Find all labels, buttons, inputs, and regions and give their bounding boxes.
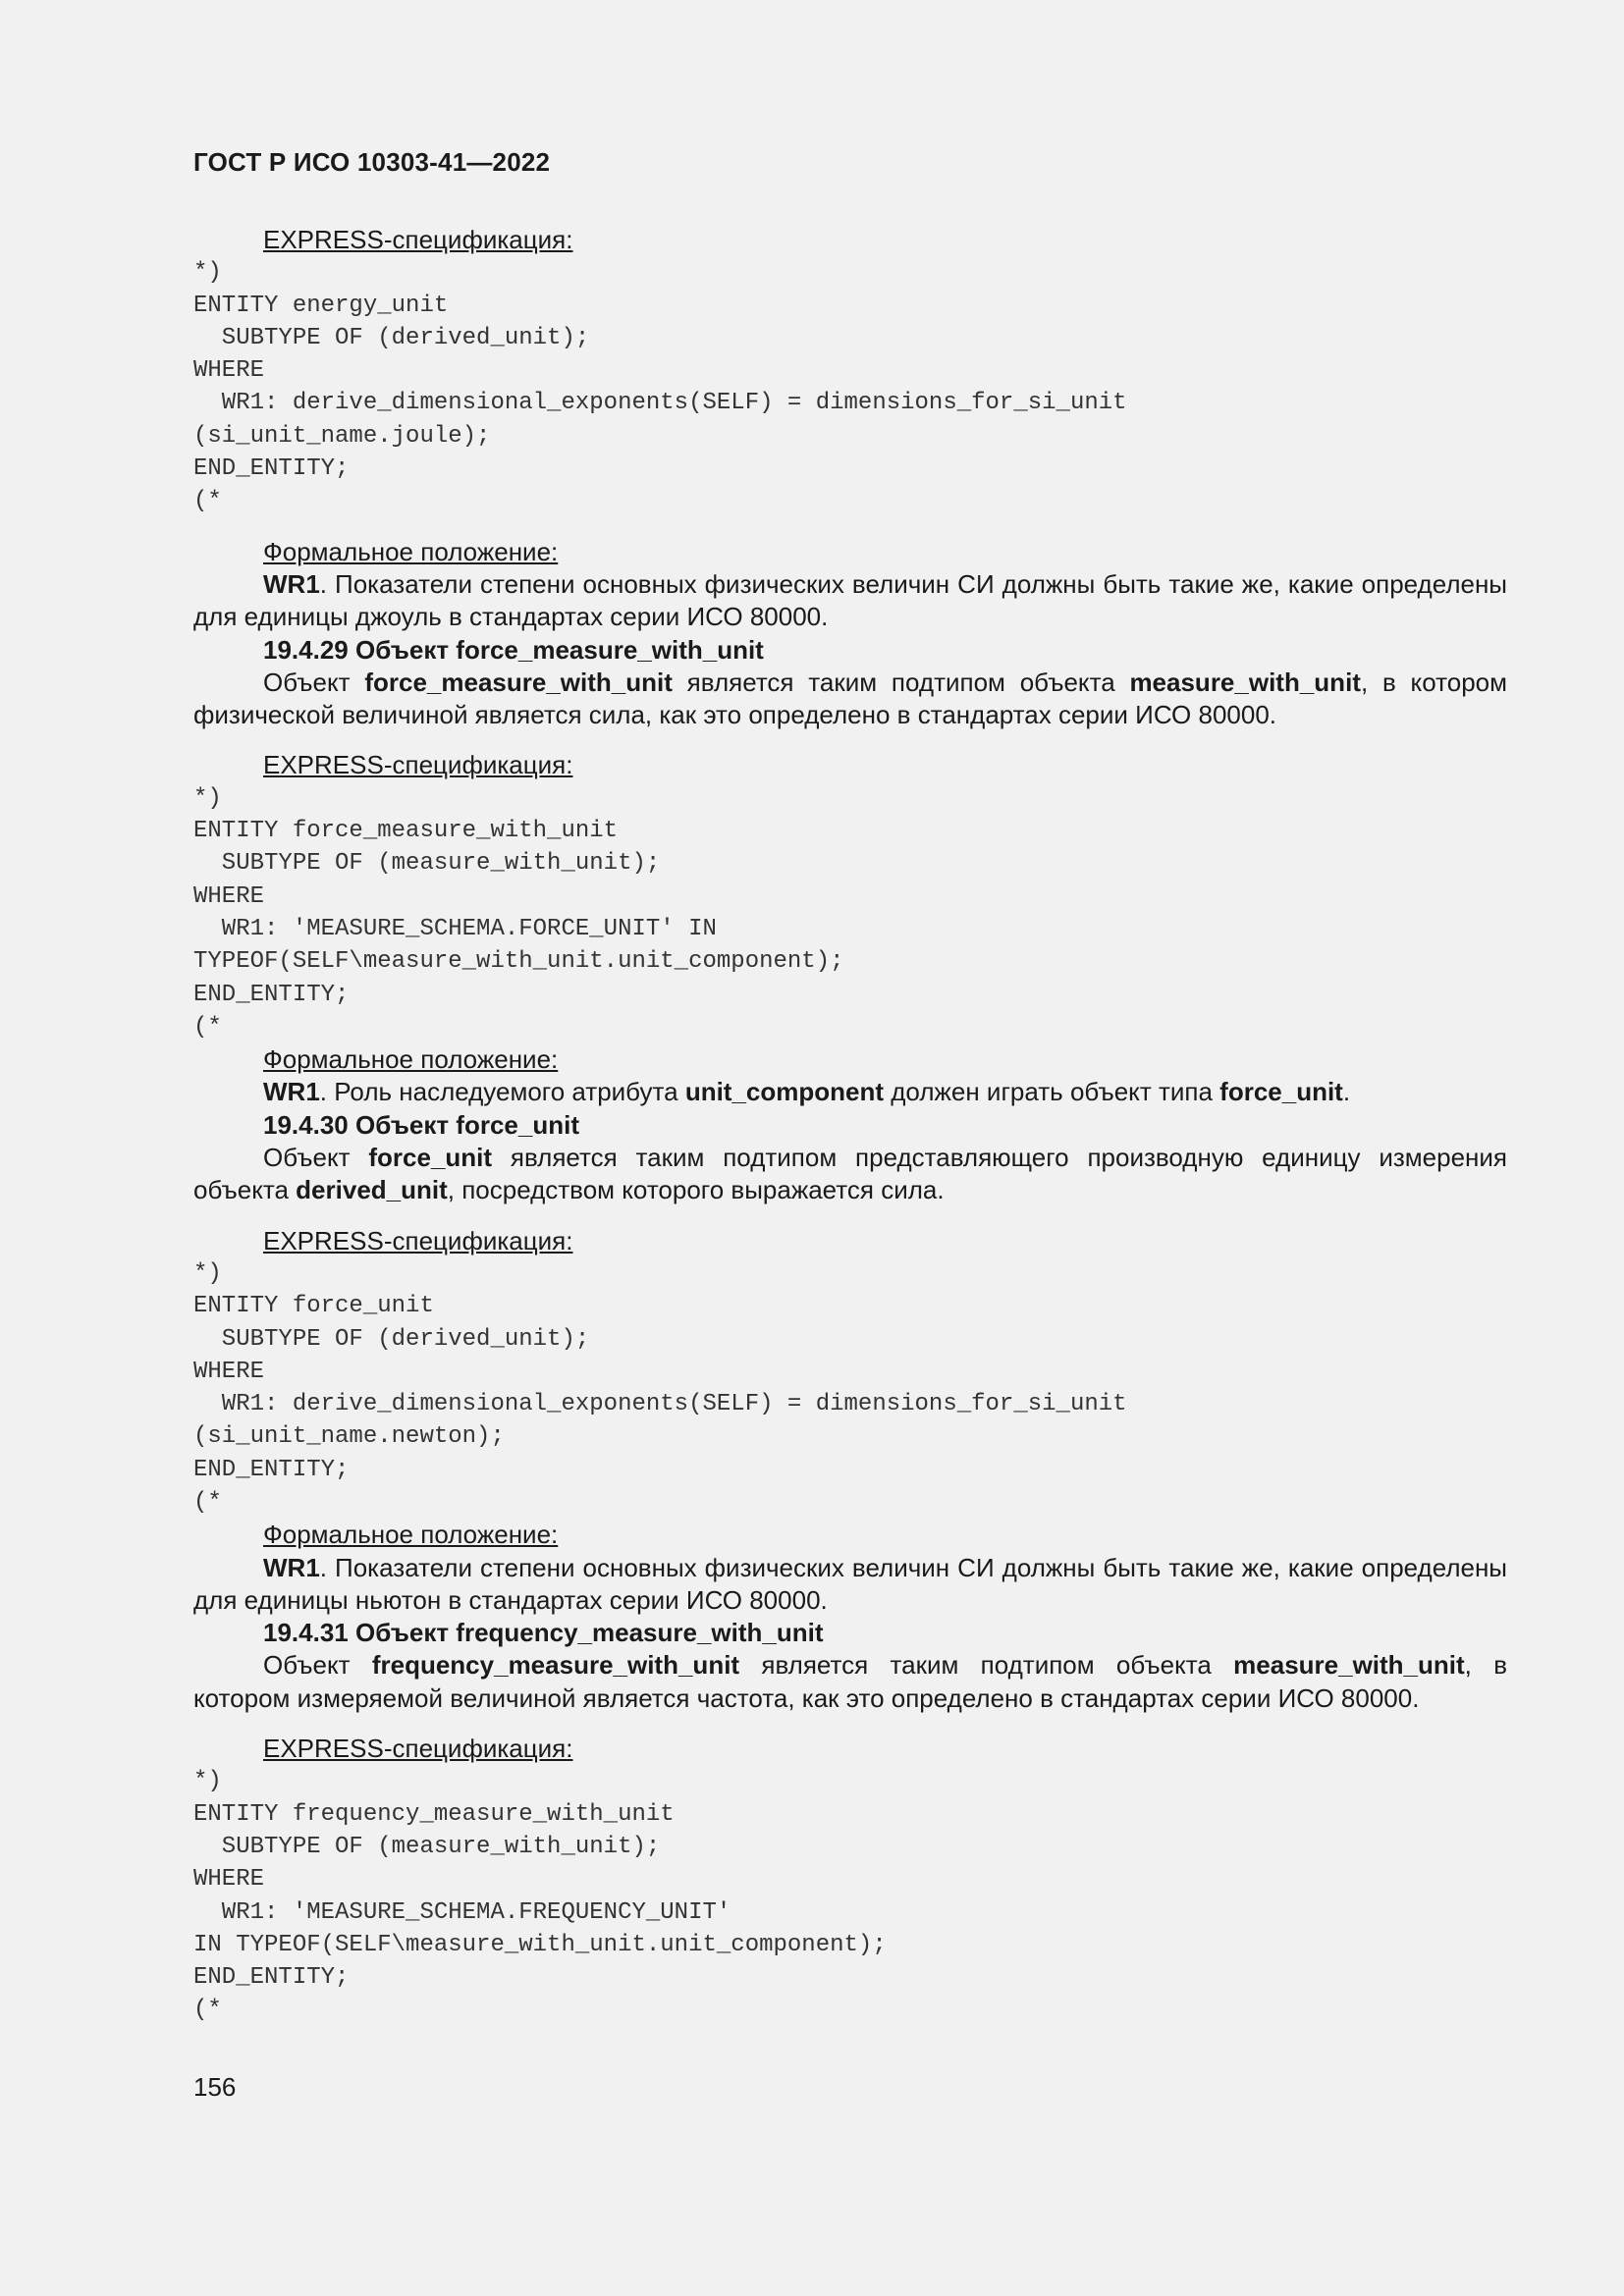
entity-name: measure_with_unit: [1129, 667, 1361, 697]
rule-text: должен играть объект типа: [884, 1077, 1220, 1107]
rule-wr1-energy-unit: [193, 568, 1507, 634]
entity-name: measure_with_unit: [1233, 1650, 1465, 1681]
attribute-name: unit_component: [684, 1077, 885, 1107]
express-spec-label: EXPRESS-спецификация:: [263, 1225, 573, 1255]
desc-text: является таким подтипом объекта: [739, 1650, 1234, 1681]
rule-wr1-force-measure: [193, 1076, 1507, 1108]
rule-wr1-force-unit: [193, 1552, 1507, 1618]
entity-name: frequency_measure_with_unit: [371, 1650, 740, 1681]
express-spec-label: EXPRESS-спецификация:: [263, 750, 573, 780]
desc-text: , посредством которого выражается сила.: [447, 1175, 945, 1205]
formal-statement-label: Формальное положение:: [263, 1044, 559, 1075]
express-code-frequency-measure-with-unit: *) ENTITY frequency_measure_with_unit SUBTYPE OF (measure_with_unit); WHERE WR1: 'MEASURE_SCHEMA.FREQUENCY_UNIT' IN TYPEOF(SELF\measure_with_unit.unit_component); END_ENTITY; (*: [193, 1768, 887, 2024]
express-spec-label: EXPRESS-спецификация:: [263, 1734, 573, 1764]
express-code-force-unit: *) ENTITY force_unit SUBTYPE OF (derived_unit); WHERE WR1: derive_dimensional_exponents(SELF) = dimensions_for_si_unit (si_unit_name.newton); END_ENTITY; (*: [193, 1259, 1127, 1516]
entity-name: force_measure_with_unit: [364, 667, 673, 697]
entity-name: derived_unit: [296, 1175, 448, 1205]
formal-statement-label: Формальное положение:: [263, 1520, 559, 1550]
section-description: [193, 667, 1507, 732]
document-body: [193, 224, 1507, 2027]
rule-id: WR1: [263, 568, 320, 599]
rule-id: WR1: [263, 1077, 320, 1107]
desc-text: Объект: [263, 667, 365, 697]
desc-text: , в котором физической величиной является сила, как это определено в стандартах серии ИСО 80000.: [193, 667, 1507, 730]
section-description: [193, 1142, 1507, 1207]
rule-text: . Роль наследуемого атрибута: [319, 1077, 685, 1107]
page-header: ГОСТ Р ИСО 10303-41—2022: [193, 147, 551, 177]
page-number: 156: [193, 2072, 237, 2102]
express-code-energy-unit: *) ENTITY energy_unit SUBTYPE OF (derived_unit); WHERE WR1: derive_dimensional_exponents(SELF) = dimensions_for_si_unit (si_unit_name.joule); END_ENTITY; (*: [193, 259, 1127, 515]
desc-text: , в котором измеряемой величиной является частота, как это определено в стандартах серии ИСО 80000.: [193, 1650, 1508, 1713]
desc-text: Объект: [263, 1143, 369, 1173]
rule-text: . Показатели степени основных физических величин СИ должны быть такие же, какие определены для единицы джоуль в стандартах серии ИСО 80000.: [193, 568, 1507, 632]
section-heading-19-4-29: 19.4.29 Объект force_measure_with_unit: [263, 634, 764, 665]
entity-name: force_unit: [368, 1143, 493, 1173]
section-heading-19-4-30: 19.4.30 Объект force_unit: [263, 1109, 579, 1140]
express-code-force-measure-with-unit: *) ENTITY force_measure_with_unit SUBTYPE OF (measure_with_unit); WHERE WR1: 'MEASURE_SCHEMA.FORCE_UNIT' IN TYPEOF(SELF\measure_with_unit.unit_component); END_ENTITY; (*: [193, 784, 844, 1041]
formal-statement-label: Формальное положение:: [263, 536, 559, 566]
desc-text: является таким подтипом представляющего производную единицу измерения объекта: [193, 1143, 1507, 1205]
express-spec-label: EXPRESS-спецификация:: [263, 225, 573, 254]
entity-name: force_unit: [1219, 1077, 1343, 1107]
rule-text: .: [1342, 1077, 1351, 1107]
desc-text: Объект: [263, 1650, 372, 1681]
desc-text: является таким подтипом объекта: [672, 667, 1130, 697]
rule-text: . Показатели степени основных физических величин СИ должны быть такие же, какие определены для единицы ньютон в стандартах серии ИСО 80000.: [193, 1552, 1507, 1615]
rule-id: WR1: [263, 1552, 320, 1582]
section-description: [193, 1649, 1507, 1715]
section-heading-19-4-31: 19.4.31 Объект frequency_measure_with_unit: [263, 1618, 824, 1648]
